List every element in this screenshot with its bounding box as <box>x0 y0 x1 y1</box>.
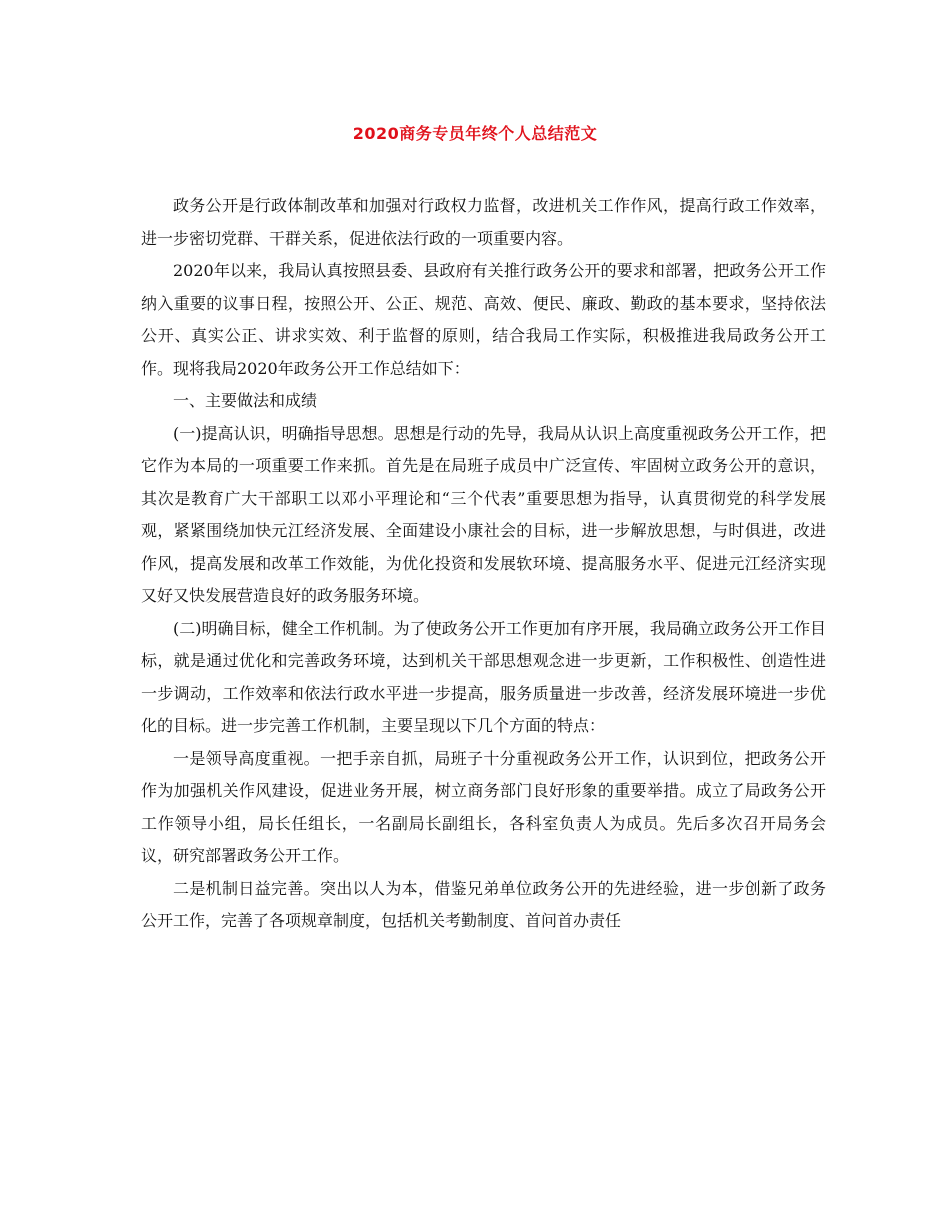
section-heading-main-practices: 一、主要做法和成绩 <box>173 391 318 410</box>
document-body <box>141 190 826 938</box>
paragraph-point-2: 二是机制日益完善。突出以人为本，借鉴兄弟单位政务公开的先进经验，进一步创新了政务公开工作，完善了各项规章制度，包括机关考勤制度、首问首办责任 <box>141 878 826 930</box>
paragraph-point-1: 一是领导高度重视。一把手亲自抓，局班子十分重视政务公开工作，认识到位，把政务公开作为加强机关作风建设，促进业务开展，树立商务部门良好形象的重要举措。成立了局政务公开工作领导小组，局长任组长，一名副局长副组长，各科室负责人为成员。先后多次召开局务会议，研究部署政务公开工作。 <box>141 748 826 865</box>
document-title: 2020商务专员年终个人总结范文 <box>352 124 598 143</box>
paragraph-section-1: (一)提高认识，明确指导思想。思想是行动的先导，我局从认识上高度重视政务公开工作，把它作为本局的一项重要工作来抓。首先是在局班子成员中广泛宣传、牢固树立政务公开的意识，其次是教育广大干部职工以邓小平理论和“三个代表”重要思想为指导，认真贯彻党的科学发展观，紧紧围绕加快元江经济发展、全面建设小康社会的目标，进一步解放思想，与时俱进，改进作风，提高发展和改革工作效能，为优化投资和发展软环境、提高服务水平、促进元江经济实现又好又快发展营造良好的政务服务环境。 <box>141 423 826 605</box>
paragraph-overview: 2020年以来，我局认真按照县委、县政府有关推行政务公开的要求和部署，把政务公开工作纳入重要的议事日程，按照公开、公正、规范、高效、便民、廉政、勤政的基本要求，坚持依法公开、真实公正、讲求实效、利于监督的原则，结合我局工作实际，积极推进我局政务公开工作。现将我局2020年政务公开工作总结如下： <box>141 261 826 378</box>
paragraph-section-2: (二)明确目标，健全工作机制。为了使政务公开工作更加有序开展，我局确立政务公开工作目标，就是通过优化和完善政务环境，达到机关干部思想观念进一步更新，工作积极性、创造性进一步调动，工作效率和依法行政水平进一步提高，服务质量进一步改善，经济发展环境进一步优化的目标。进一步完善工作机制，主要呈现以下几个方面的特点： <box>141 618 826 735</box>
paragraph-intro: 政务公开是行政体制改革和加强对行政权力监督，改进机关工作作风，提高行政工作效率，进一步密切党群、干群关系，促进依法行政的一项重要内容。 <box>141 196 826 248</box>
